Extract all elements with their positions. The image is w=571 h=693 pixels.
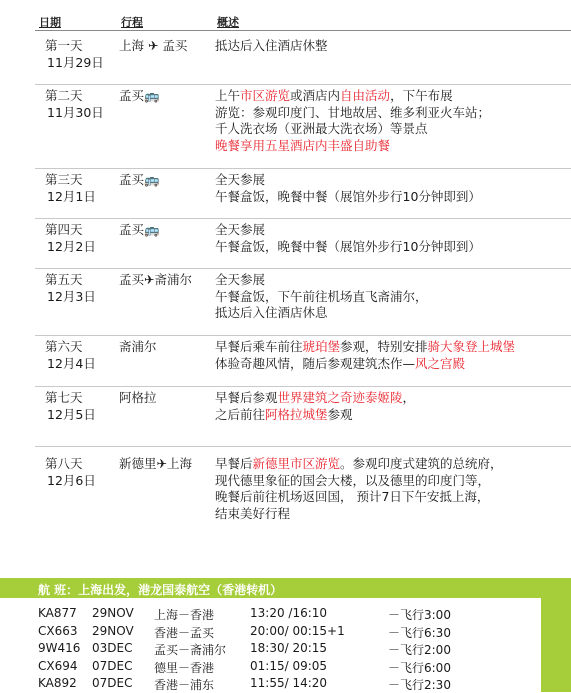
flight-route: 香港－浦东 xyxy=(154,678,215,692)
description-text: 参观 xyxy=(327,406,353,422)
day-route: 斋浦尔 xyxy=(119,339,157,354)
highlight-text: 晚餐享用五星酒店内丰盛自助餐 xyxy=(215,137,391,153)
day-route: 孟买🚌 xyxy=(119,88,160,103)
highlight-text: 市区游览 xyxy=(240,88,291,103)
description-line xyxy=(215,222,571,239)
flight-route: 上海－香港 xyxy=(154,608,215,622)
day-label xyxy=(45,339,120,372)
description-text: 抵达后入住酒店休整 xyxy=(215,38,328,53)
flight-duration: －飞行3:00 xyxy=(388,608,451,622)
flight-date: 07DEC xyxy=(92,676,133,690)
day-date: 12月2日 xyxy=(47,238,96,254)
description-line xyxy=(215,239,571,256)
row-divider xyxy=(35,335,571,336)
flight-duration: －飞行2:30 xyxy=(388,678,451,692)
row-divider xyxy=(35,268,571,269)
description-text: 全天参展 xyxy=(215,272,266,287)
flight-duration: －飞行2:00 xyxy=(388,643,451,657)
day-description xyxy=(215,339,571,372)
flight-duration: －飞行6:30 xyxy=(388,625,451,640)
description-line xyxy=(215,272,571,289)
day-date: 11月30日 xyxy=(47,104,104,120)
header-route: 行程 xyxy=(121,16,143,29)
description-text: 参观，特别安排 xyxy=(340,339,428,354)
highlight-text: 琥珀堡 xyxy=(302,339,341,354)
row-divider xyxy=(35,218,571,219)
highlight-text: 新德里市区游览 xyxy=(252,456,341,471)
highlight-text: 骑大象登上城堡 xyxy=(427,339,516,354)
flight-route: 香港－孟买 xyxy=(154,625,215,640)
description-text: 体验奇趣风情，随后参观建筑杰作— xyxy=(215,355,416,371)
description-text: 上午 xyxy=(215,88,241,103)
flight-section-title: 航 班：上海出发，港龙国泰航空（香港转机） xyxy=(38,583,283,597)
day-route: 上海 ✈ 孟买 xyxy=(119,38,188,53)
day-description xyxy=(215,172,571,205)
highlight-text: 世界建筑之奇迹泰姬陵 xyxy=(277,390,403,405)
day-route: 阿格拉 xyxy=(119,390,157,405)
description-line xyxy=(215,172,571,189)
description-line xyxy=(215,456,571,473)
day-label xyxy=(45,88,120,121)
day-description xyxy=(215,222,571,255)
day-description xyxy=(215,390,571,423)
description-text: 之后前往 xyxy=(215,406,266,422)
flight-time: 11:55/ 14:20 xyxy=(250,676,328,690)
flight-date: 29NOV xyxy=(92,623,134,638)
day-route: 孟买✈斋浦尔 xyxy=(119,272,192,287)
highlight-text: 风之宫殿 xyxy=(415,355,466,371)
day-number: 第三天 xyxy=(45,172,83,187)
day-label xyxy=(45,272,120,305)
flight-code: 9W416 xyxy=(38,641,81,655)
header-desc: 概述 xyxy=(217,16,239,29)
flight-code: KA877 xyxy=(38,606,77,620)
description-line xyxy=(215,105,571,122)
description-text: 全天参展 xyxy=(215,222,266,237)
description-text: 或酒店内 xyxy=(290,88,341,103)
day-date: 12月1日 xyxy=(47,188,96,204)
row-divider xyxy=(35,84,571,85)
description-text: 现代德里象征的国会大楼，以及德里的印度门等， xyxy=(215,472,491,488)
day-label xyxy=(45,390,120,423)
description-line xyxy=(215,390,571,407)
left-margin-strip xyxy=(0,0,35,580)
day-label xyxy=(45,222,120,255)
description-text: 全天参展 xyxy=(215,172,266,187)
day-description xyxy=(215,88,571,154)
description-line xyxy=(215,189,571,206)
day-description xyxy=(215,456,571,522)
header-date: 日期 xyxy=(39,16,61,29)
flight-time: 13:20 /16:10 xyxy=(250,606,328,620)
description-line xyxy=(215,88,571,105)
day-date: 12月5日 xyxy=(47,406,96,422)
flight-list xyxy=(0,598,541,692)
description-line xyxy=(215,506,571,523)
flight-date: 03DEC xyxy=(92,641,133,655)
description-text: 早餐后参观 xyxy=(215,390,278,405)
description-line xyxy=(215,289,571,306)
description-text: ， xyxy=(402,390,416,405)
description-line xyxy=(215,356,571,373)
flight-route: 德里－香港 xyxy=(154,660,215,675)
day-number: 第六天 xyxy=(45,339,83,354)
day-number: 第七天 xyxy=(45,390,83,405)
flight-time: 18:30/ 20:15 xyxy=(250,641,328,655)
flight-time: 01:15/ 09:05 xyxy=(250,658,328,673)
day-date: 12月4日 xyxy=(47,355,96,371)
day-label xyxy=(45,38,120,71)
row-divider xyxy=(35,446,571,447)
flight-code: CX663 xyxy=(38,623,78,638)
table-header xyxy=(0,14,571,28)
description-text: 。参观印度式建筑的总统府， xyxy=(340,456,503,471)
description-text: 晚餐后前往机场返回国， 预计7日下午安抵上海， xyxy=(215,489,490,504)
description-text: 午餐盒饭，晚餐中餐（展馆外步行10分钟即到） xyxy=(215,188,481,204)
flight-time: 20:00/ 00:15+1 xyxy=(250,623,345,638)
highlight-text: 阿格拉城堡 xyxy=(265,406,328,422)
day-date: 11月29日 xyxy=(47,54,104,70)
day-route: 新德里✈上海 xyxy=(119,456,192,471)
day-number: 第五天 xyxy=(45,272,83,287)
description-line xyxy=(215,305,571,322)
description-text: ，下午布展 xyxy=(390,88,453,103)
day-number: 第二天 xyxy=(45,88,83,103)
description-text: 午餐盒饭，晚餐中餐（展馆外步行10分钟即到） xyxy=(215,238,481,254)
description-text: 抵达后入住酒店休息 xyxy=(215,305,328,320)
description-line xyxy=(215,339,571,356)
flight-date: 29NOV xyxy=(92,606,134,620)
day-description xyxy=(215,272,571,322)
description-line xyxy=(215,489,571,506)
day-route: 孟买🚌 xyxy=(119,172,160,187)
day-date: 12月3日 xyxy=(47,288,96,304)
flight-code: KA892 xyxy=(38,676,77,690)
day-number: 第八天 xyxy=(45,456,83,471)
flight-code: CX694 xyxy=(38,658,78,673)
description-line xyxy=(215,121,571,138)
header-divider xyxy=(35,30,571,31)
day-date: 12月6日 xyxy=(47,472,96,488)
highlight-text: 自由活动 xyxy=(340,88,391,103)
description-text: 千人洗衣场（亚洲最大洗衣场）等景点 xyxy=(215,121,428,136)
day-route: 孟买🚌 xyxy=(119,222,160,237)
row-divider xyxy=(35,168,571,169)
description-text: 午餐盒饭，下午前往机场直飞斋浦尔， xyxy=(215,288,428,304)
description-line xyxy=(215,473,571,490)
day-label xyxy=(45,172,120,205)
description-text: 早餐后乘车前往 xyxy=(215,339,303,354)
day-number: 第一天 xyxy=(45,38,83,53)
description-line xyxy=(215,407,571,424)
flight-duration: －飞行6:00 xyxy=(388,660,451,675)
row-divider xyxy=(35,386,571,387)
description-text: 游览：参观印度门、甘地故居、维多利亚火车站； xyxy=(215,104,491,120)
flight-date: 07DEC xyxy=(92,658,133,673)
description-line xyxy=(215,138,571,155)
day-description xyxy=(215,38,571,55)
day-label xyxy=(45,456,120,489)
description-line xyxy=(215,38,571,55)
description-text: 结束美好行程 xyxy=(215,505,291,521)
description-text: 早餐后 xyxy=(215,456,253,471)
flight-route: 孟买－斋浦尔 xyxy=(154,643,227,657)
day-number: 第四天 xyxy=(45,222,83,237)
